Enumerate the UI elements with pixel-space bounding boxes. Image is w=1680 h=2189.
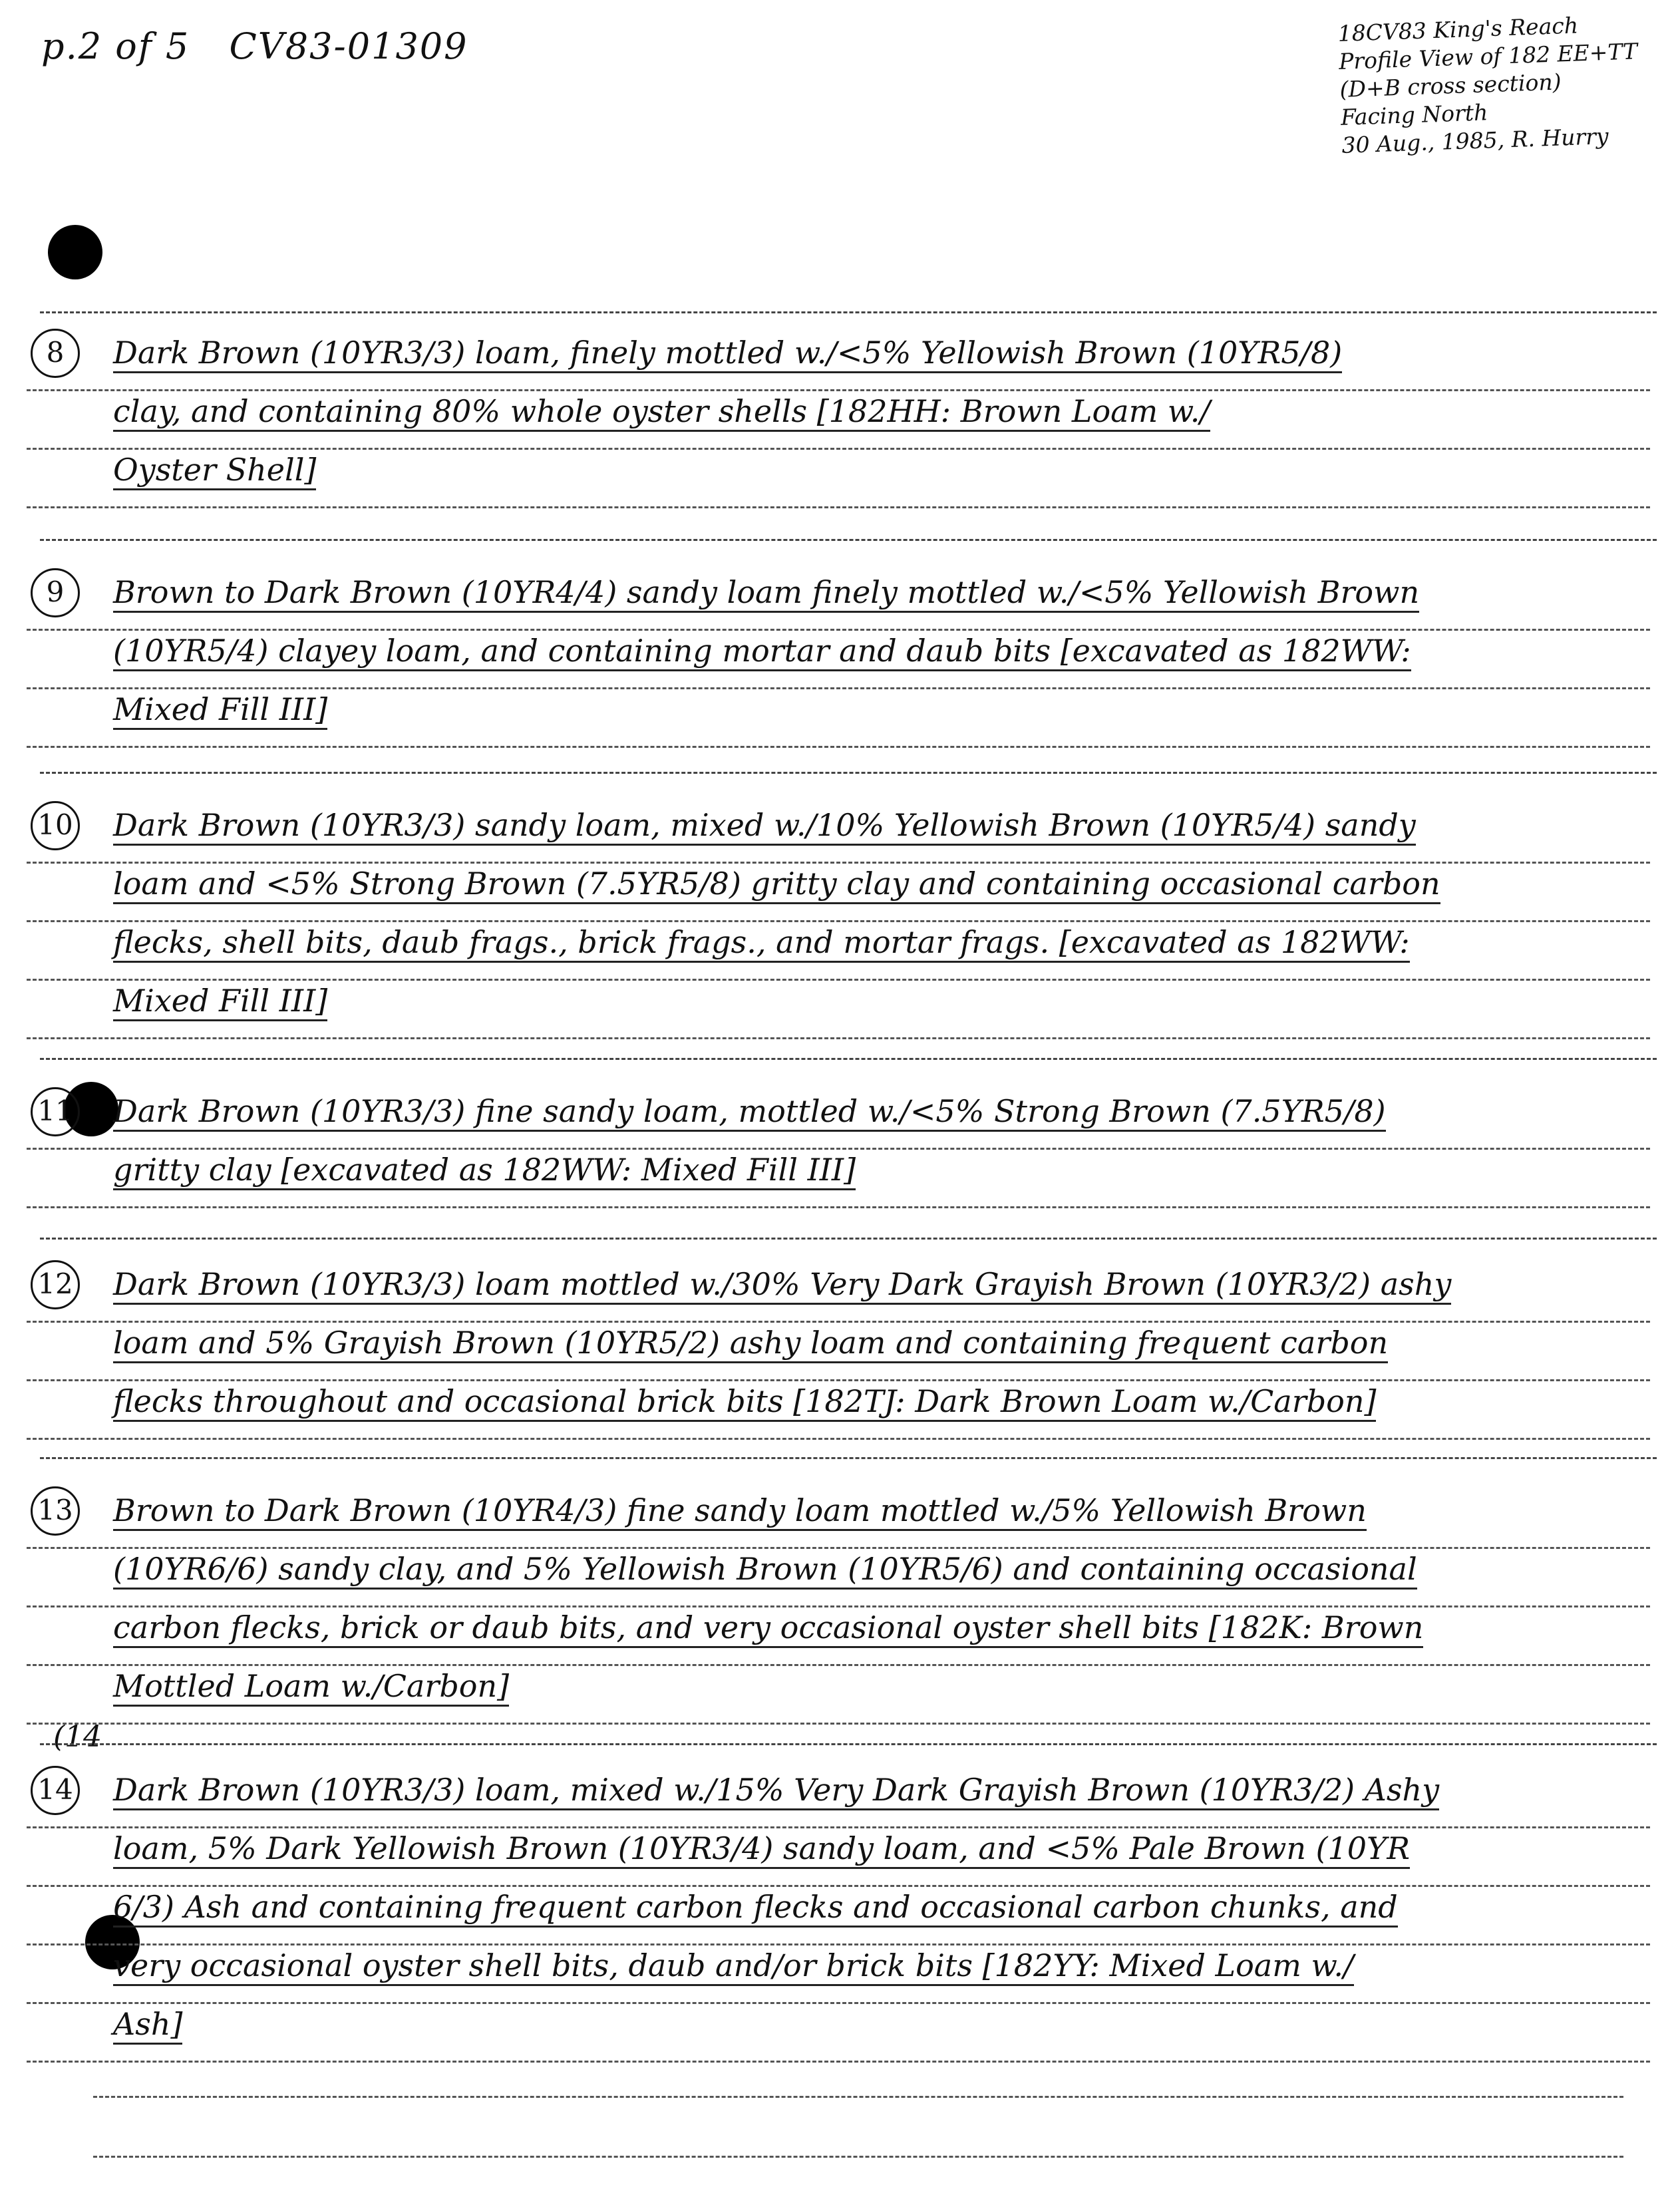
entry-line — [27, 333, 1650, 391]
entry-text: clay, and containing 80% whole oyster shells [182HH: Brown Loam w./ — [113, 393, 1210, 432]
entry-text: flecks, shell bits, daub frags., brick frags., and mortar frags. [excavated as 182WW: — [113, 924, 1410, 963]
entry-line — [27, 1490, 1650, 1549]
header-right-line: Facing North — [1340, 99, 1488, 130]
ruled-line — [93, 2156, 1623, 2158]
entry-line — [27, 1607, 1650, 1666]
ruled-line — [40, 539, 1657, 541]
entry-line — [27, 1945, 1650, 2004]
entry-text: Oyster Shell] — [113, 451, 316, 490]
entry-text: Ash] — [113, 2005, 182, 2045]
ruled-line — [40, 1743, 1657, 1745]
entry-line — [27, 1381, 1650, 1440]
entry-text: carbon flecks, brick or daub bits, and very occasional oyster shell bits [182K: Brown — [113, 1609, 1423, 1648]
entry-text: very occasional oyster shell bits, daub and/or brick bits [182YY: Mixed Loam w./ — [113, 1947, 1354, 1986]
layer-entry-9 — [27, 572, 1650, 748]
entry-line — [27, 2004, 1650, 2063]
entry-text: Mottled Loam w./Carbon] — [113, 1667, 509, 1707]
entry-text: flecks throughout and occasional brick bits [182TJ: Dark Brown Loam w./Carbon] — [113, 1383, 1376, 1422]
entry-line — [27, 631, 1650, 689]
header-left — [41, 25, 495, 67]
entry-text: Dark Brown (10YR3/3) sandy loam, mixed w./10% Yellowish Brown (10YR5/4) sandy — [113, 806, 1416, 846]
entry-number: 13 — [31, 1486, 80, 1536]
layer-entry-13 — [27, 1490, 1650, 1725]
layer-entry-10 — [27, 805, 1650, 1039]
entry-line — [27, 1887, 1650, 1945]
entry-text: Brown to Dark Brown (10YR4/4) sandy loam finely mottled w./<5% Yellowish Brown — [113, 574, 1419, 613]
layer-entry-8 — [27, 333, 1650, 508]
entry-text: (10YR5/4) clayey loam, and containing mortar and daub bits [excavated as 182WW: — [113, 632, 1411, 671]
entry-text: Brown to Dark Brown (10YR4/3) fine sandy loam mottled w./5% Yellowish Brown — [113, 1492, 1367, 1531]
entry-line — [27, 922, 1650, 981]
entry-number: 8 — [31, 329, 80, 378]
entry-text: Dark Brown (10YR3/3) fine sandy loam, mottled w./<5% Strong Brown (7.5YR5/8) — [113, 1093, 1386, 1132]
entry-line — [27, 1770, 1650, 1828]
entry-number: 12 — [31, 1260, 80, 1309]
entry-text: Dark Brown (10YR3/3) loam mottled w./30% Very Dark Grayish Brown (10YR3/2) ashy — [113, 1265, 1451, 1305]
entry-number: 10 — [31, 801, 80, 850]
layer-entry-12 — [27, 1264, 1650, 1440]
entry-line — [27, 391, 1650, 450]
page-label: p.2 of 5 — [41, 25, 190, 67]
ruled-line — [40, 772, 1657, 774]
entry-text: Dark Brown (10YR3/3) loam, mixed w./15% Very Dark Grayish Brown (10YR3/2) Ashy — [113, 1771, 1439, 1810]
entry-line — [27, 864, 1650, 922]
header-right-line: 18CV83 King's Reach — [1337, 12, 1579, 47]
header-right-line: (D+B cross section) — [1339, 69, 1562, 102]
header-right-line: 30 Aug., 1985, R. Hurry — [1341, 122, 1609, 158]
record-id: CV83-01309 — [229, 25, 468, 67]
header-right-line: Profile View of 182 EE+TT — [1338, 38, 1638, 75]
entry-text: loam and <5% Strong Brown (7.5YR5/8) gritty clay and containing occasional carbon — [113, 865, 1440, 904]
ruled-line — [93, 2096, 1623, 2098]
ruled-line — [40, 1457, 1657, 1459]
entry-text: Mixed Fill III] — [113, 691, 327, 730]
entry-text: (10YR6/6) sandy clay, and 5% Yellowish Brown (10YR5/6) and containing occasional — [113, 1550, 1417, 1590]
entry-text: Mixed Fill III] — [113, 982, 327, 1021]
entry-text: Dark Brown (10YR3/3) loam, finely mottled w./<5% Yellowish Brown (10YR5/8) — [113, 334, 1342, 373]
entry-line — [27, 1150, 1650, 1208]
entry-line — [27, 805, 1650, 864]
entry-text: 6/3) Ash and containing frequent carbon flecks and occasional carbon chunks, and — [113, 1888, 1398, 1928]
entry-line — [27, 1666, 1650, 1725]
entry-text: loam and 5% Grayish Brown (10YR5/2) ashy loam and containing frequent carbon — [113, 1324, 1388, 1363]
entry-line — [27, 572, 1650, 631]
layer-entry-14 — [27, 1770, 1650, 2063]
entry-line — [27, 981, 1650, 1039]
punch-hole — [48, 225, 102, 279]
entry-number: 9 — [31, 568, 80, 617]
ruled-line — [40, 311, 1657, 313]
entry-number: 14 — [31, 1766, 80, 1815]
ruled-line — [40, 1058, 1657, 1060]
entry-line — [27, 1549, 1650, 1607]
entry-number: 11 — [31, 1087, 80, 1136]
entry-text: gritty clay [excavated as 182WW: Mixed Fill III] — [113, 1151, 856, 1190]
header-right — [1337, 9, 1655, 160]
entry-line — [27, 450, 1650, 508]
entry-line — [27, 1323, 1650, 1381]
entry-line — [27, 1264, 1650, 1323]
entry-line — [27, 1091, 1650, 1150]
entry-text: loam, 5% Dark Yellowish Brown (10YR3/4) sandy loam, and <5% Pale Brown (10YR — [113, 1830, 1410, 1869]
layer-entry-11 — [27, 1091, 1650, 1208]
ruled-line — [40, 1238, 1657, 1240]
entry-line — [27, 689, 1650, 748]
entry-line — [27, 1828, 1650, 1887]
stray-mark: (14 — [53, 1720, 102, 1754]
